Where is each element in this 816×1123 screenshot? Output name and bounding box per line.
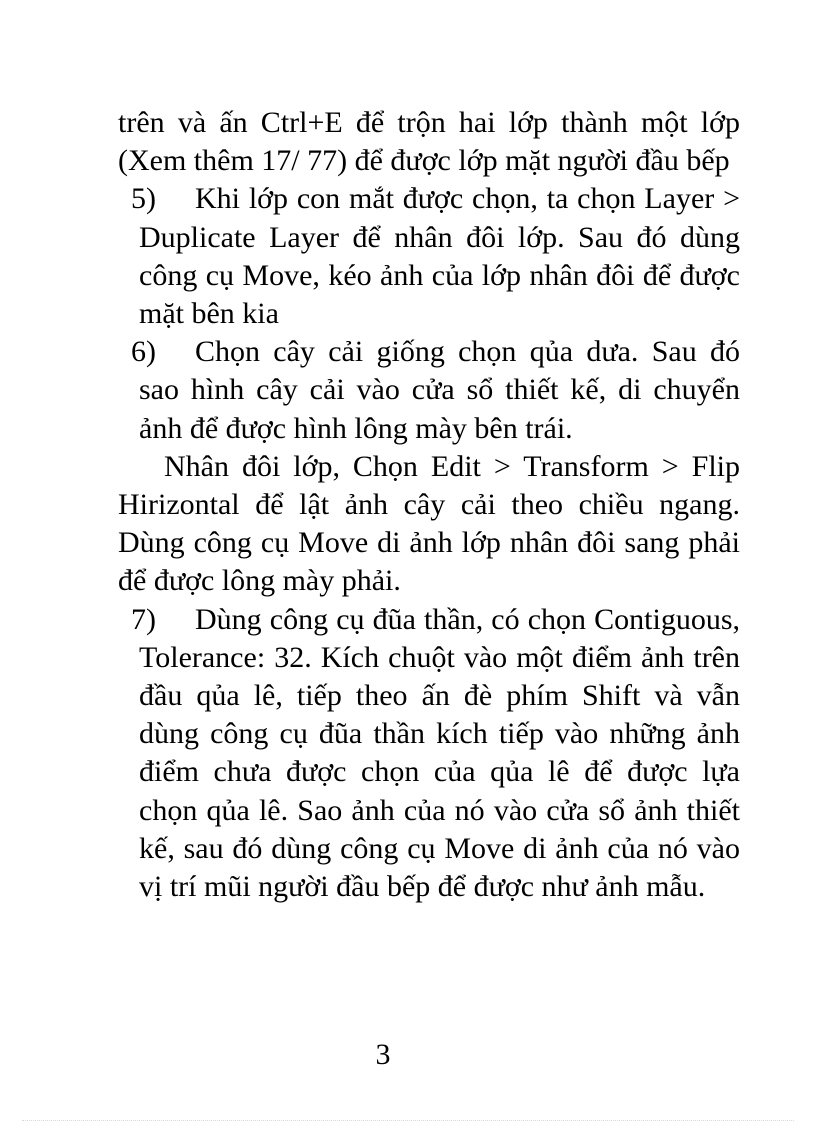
document-body [118, 104, 740, 906]
list-item-5-text: Khi lớp con mắt được chọn, ta chọn Layer > Duplicate Layer để nhân đôi lớp. Sau đó dùng công cụ Move, kéo ảnh của lớp nhân đôi để được mặt bên kia [139, 182, 740, 331]
list-item-7-number: 7) [131, 602, 156, 636]
list-item-6-text: Chọn cây cải giống chọn qủa dưa. Sau đó sao hình cây cải vào cửa sổ thiết kế, di chuyển ảnh để được hình lông mày bên trái. [139, 335, 740, 445]
list-item-6-number: 6) [131, 335, 156, 369]
list-item-7 [118, 601, 740, 907]
list-item-5-number: 5) [131, 182, 156, 216]
list-item-6 [118, 333, 740, 448]
list-item-7-text: Dùng công cụ đũa thần, có chọn Contiguous, Tolerance: 32. Kích chuột vào một điểm ảnh trên đầu qủa lê, tiếp theo ấn đè phím Shift và vẫn dùng công cụ đũa thần kích tiếp vào những ảnh điểm chưa được chọn của qủa lê để được lựa chọn qủa lê. Sao ảnh của nó vào cửa sổ ảnh thiết kế, sau đó dùng công cụ Move di ảnh của nó vào vị trí mũi người đầu bếp để được như ảnh mẫu. [139, 602, 740, 904]
footer-divider [22, 1120, 794, 1121]
paragraph-flip: Nhân đôi lớp, Chọn Edit > Transform > Flip Hirizontal để lật ảnh cây cải theo chiều ngang. Dùng công cụ Move di ảnh lớp nhân đôi sang phải để được lông mày phải. [118, 449, 740, 598]
page-number: 3 [375, 1038, 391, 1071]
list-item-5 [118, 180, 740, 333]
paragraph-continuation: trên và ấn Ctrl+E để trộn hai lớp thành một lớp (Xem thêm 17/ 77) để được lớp mặt người đầu bếp [118, 106, 740, 178]
